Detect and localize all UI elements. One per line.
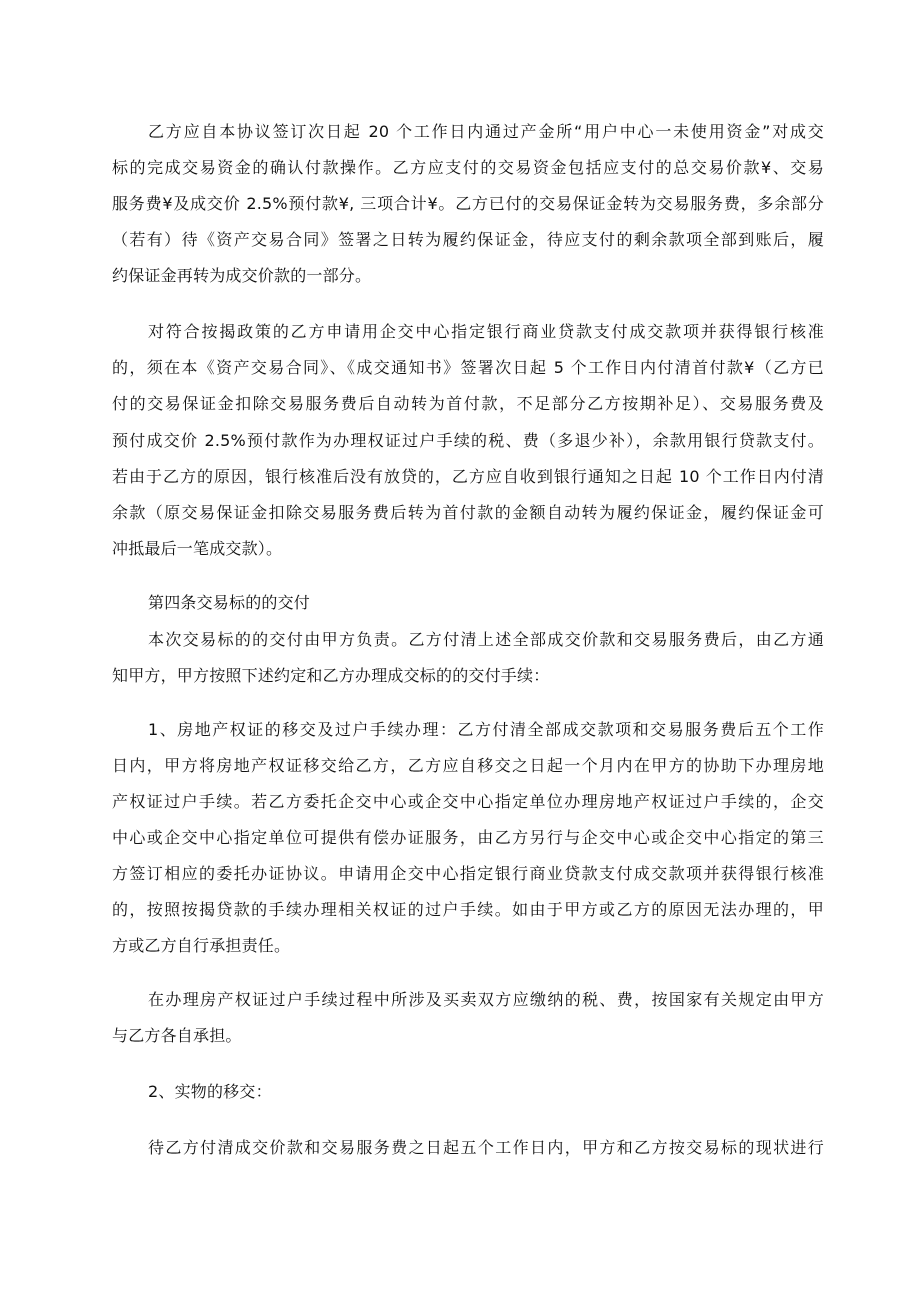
- paragraph-1-line-1: 乙方应自本协议签订次日起 20 个工作日内通过产金所“用户中心一未使用资金”对成交: [148, 122, 824, 141]
- paragraph-5-line-1: 1、房地产权证的移交及过户手续办理：乙方付清全部成交款项和交易服务费后五个工作: [148, 720, 824, 739]
- paragraph-6-line-1: 在办理房产权证过户手续过程中所涉及买卖双方应缴纳的税、费，按国家有关规定由甲方: [148, 990, 824, 1009]
- paragraph-1-line-3: 服务费¥及成交价 2.5%预付款¥, 三项合计¥。乙方已付的交易保证金转为交易服务费，多余部分: [112, 194, 824, 213]
- paragraph-1-line-5: 约保证金再转为成交价款的一部分。: [112, 266, 372, 285]
- paragraph-3-line-1: 第四条交易标的的交付: [148, 593, 311, 612]
- paragraph-5-line-2: 日内，甲方将房地产权证移交给乙方，乙方应自移交之日起一个月内在甲方的协助下办理房地: [112, 756, 824, 775]
- paragraph-2-line-3: 付的交易保证金扣除交易服务费后自动转为首付款，不足部分乙方按期补足）、交易服务费及: [112, 394, 824, 413]
- paragraph-5-line-4: 中心或企交中心指定单位可提供有偿办证服务，由乙方另行与企交中心或企交中心指定的第三: [112, 828, 824, 847]
- paragraph-6-line-2: 与乙方各自承担。: [112, 1026, 242, 1045]
- paragraph-4-line-2: 知甲方，甲方按照下述约定和乙方办理成交标的的交付手续：: [112, 666, 550, 685]
- paragraph-1-line-4: （若有）待《资产交易合同》签署之日转为履约保证金，待应支付的剩余款项全部到账后，履: [112, 230, 824, 249]
- paragraph-1-line-2: 标的完成交易资金的确认付款操作。乙方应支付的交易资金包括应支付的总交易价款¥、交易: [112, 158, 824, 177]
- paragraph-2-line-7: 冲抵最后一笔成交款）。: [112, 539, 283, 558]
- paragraph-4-line-1: 本次交易标的的交付由甲方负责。乙方付清上述全部成交价款和交易服务费后，由乙方通: [148, 630, 824, 649]
- paragraph-2-line-1: 对符合按揭政策的乙方申请用企交中心指定银行商业贷款支付成交款项并获得银行核准: [148, 322, 824, 341]
- paragraph-5-line-7: 方或乙方自行承担责任。: [112, 936, 291, 955]
- paragraph-5-line-6: 的，按照按揭贷款的手续办理相关权证的过户手续。如由于甲方或乙方的原因无法办理的，甲: [112, 900, 824, 919]
- paragraph-5-line-5: 方签订相应的委托办证协议。申请用企交中心指定银行商业贷款支付成交款项并获得银行核准: [112, 864, 824, 883]
- paragraph-7-line-1: 2、实物的移交：: [148, 1082, 272, 1101]
- paragraph-2-line-5: 若由于乙方的原因，银行核准后没有放贷的，乙方应自收到银行通知之日起 10 个工作日内付清: [112, 467, 824, 486]
- paragraph-2-line-2: 的，须在本《资产交易合同》、《成交通知书》签署次日起 5 个工作日内付清首付款¥（乙方已: [112, 358, 824, 377]
- paragraph-5-line-3: 产权证过户手续。若乙方委托企交中心或企交中心指定单位办理房地产权证过户手续的，企交: [112, 792, 824, 811]
- paragraph-2-line-4: 预付成交价 2.5%预付款作为办理权证过户手续的税、费（多退少补），余款用银行贷款支付。: [112, 431, 824, 450]
- paragraph-8-line-1: 待乙方付清成交价款和交易服务费之日起五个工作日内，甲方和乙方按交易标的现状进行: [148, 1138, 824, 1157]
- paragraph-2-line-6: 余款（原交易保证金扣除交易服务费后转为首付款的金额自动转为履约保证金，履约保证金可: [112, 503, 824, 522]
